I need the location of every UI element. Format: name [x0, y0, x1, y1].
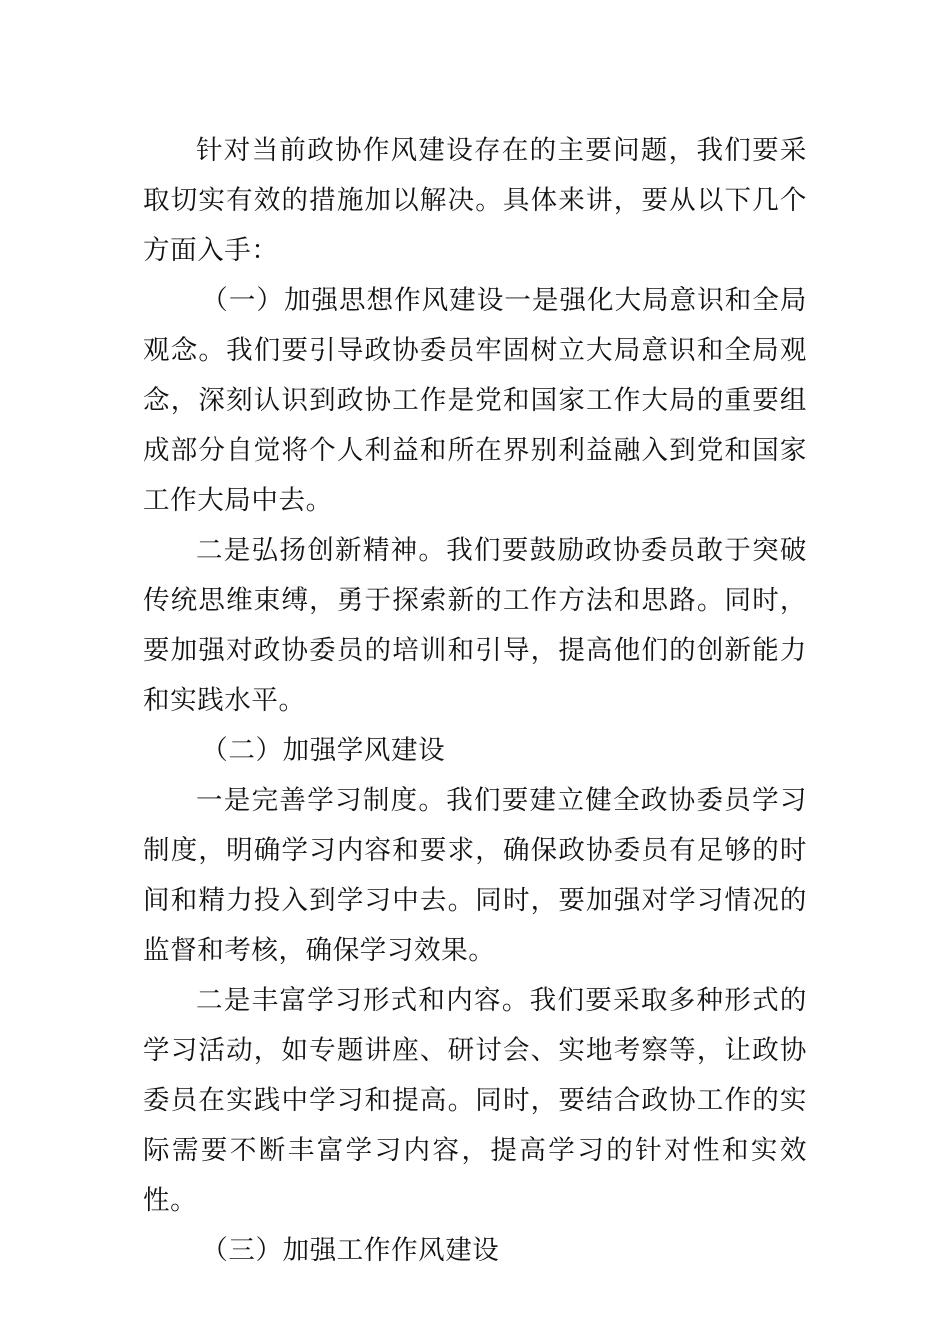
paragraph-study-forms: 二是丰富学习形式和内容。我们要采取多种形式的学习活动，如专题讲座、研讨会、实地考察等，让政协委员在实践中学习和提高。同时，要结合政协工作的实际需要不断丰富学习内容，提高学习的针对性和实效性。 — [143, 985, 807, 1216]
paragraph-intro: 针对当前政协作风建设存在的主要问题，我们要采取切实有效的措施加以解决。具体来讲，要从以下几个方面入手： — [143, 135, 807, 266]
paragraph-section-one: （一）加强思想作风建设一是强化大局意识和全局观念。我们要引导政协委员牢固树立大局意识和全局观念，深刻认识到政协工作是党和国家工作大局的重要组成部分自觉将个人利益和所在界别利益融入到党和国家工作大局中去。 — [143, 285, 807, 516]
document-body — [143, 126, 807, 1276]
paragraph-study-system: 一是完善学习制度。我们要建立健全政协委员学习制度，明确学习内容和要求，确保政协委员有足够的时间和精力投入到学习中去。同时，要加强对学习情况的监督和考核，确保学习效果。 — [143, 785, 807, 966]
paragraph-innovation: 二是弘扬创新精神。我们要鼓励政协委员敢于突破传统思维束缚，勇于探索新的工作方法和思路。同时，要加强对政协委员的培训和引导，提高他们的创新能力和实践水平。 — [143, 535, 807, 716]
section-heading-work-style: （三）加强工作作风建设 — [201, 1235, 500, 1266]
section-heading-study-style: （二）加强学风建设 — [201, 735, 446, 766]
